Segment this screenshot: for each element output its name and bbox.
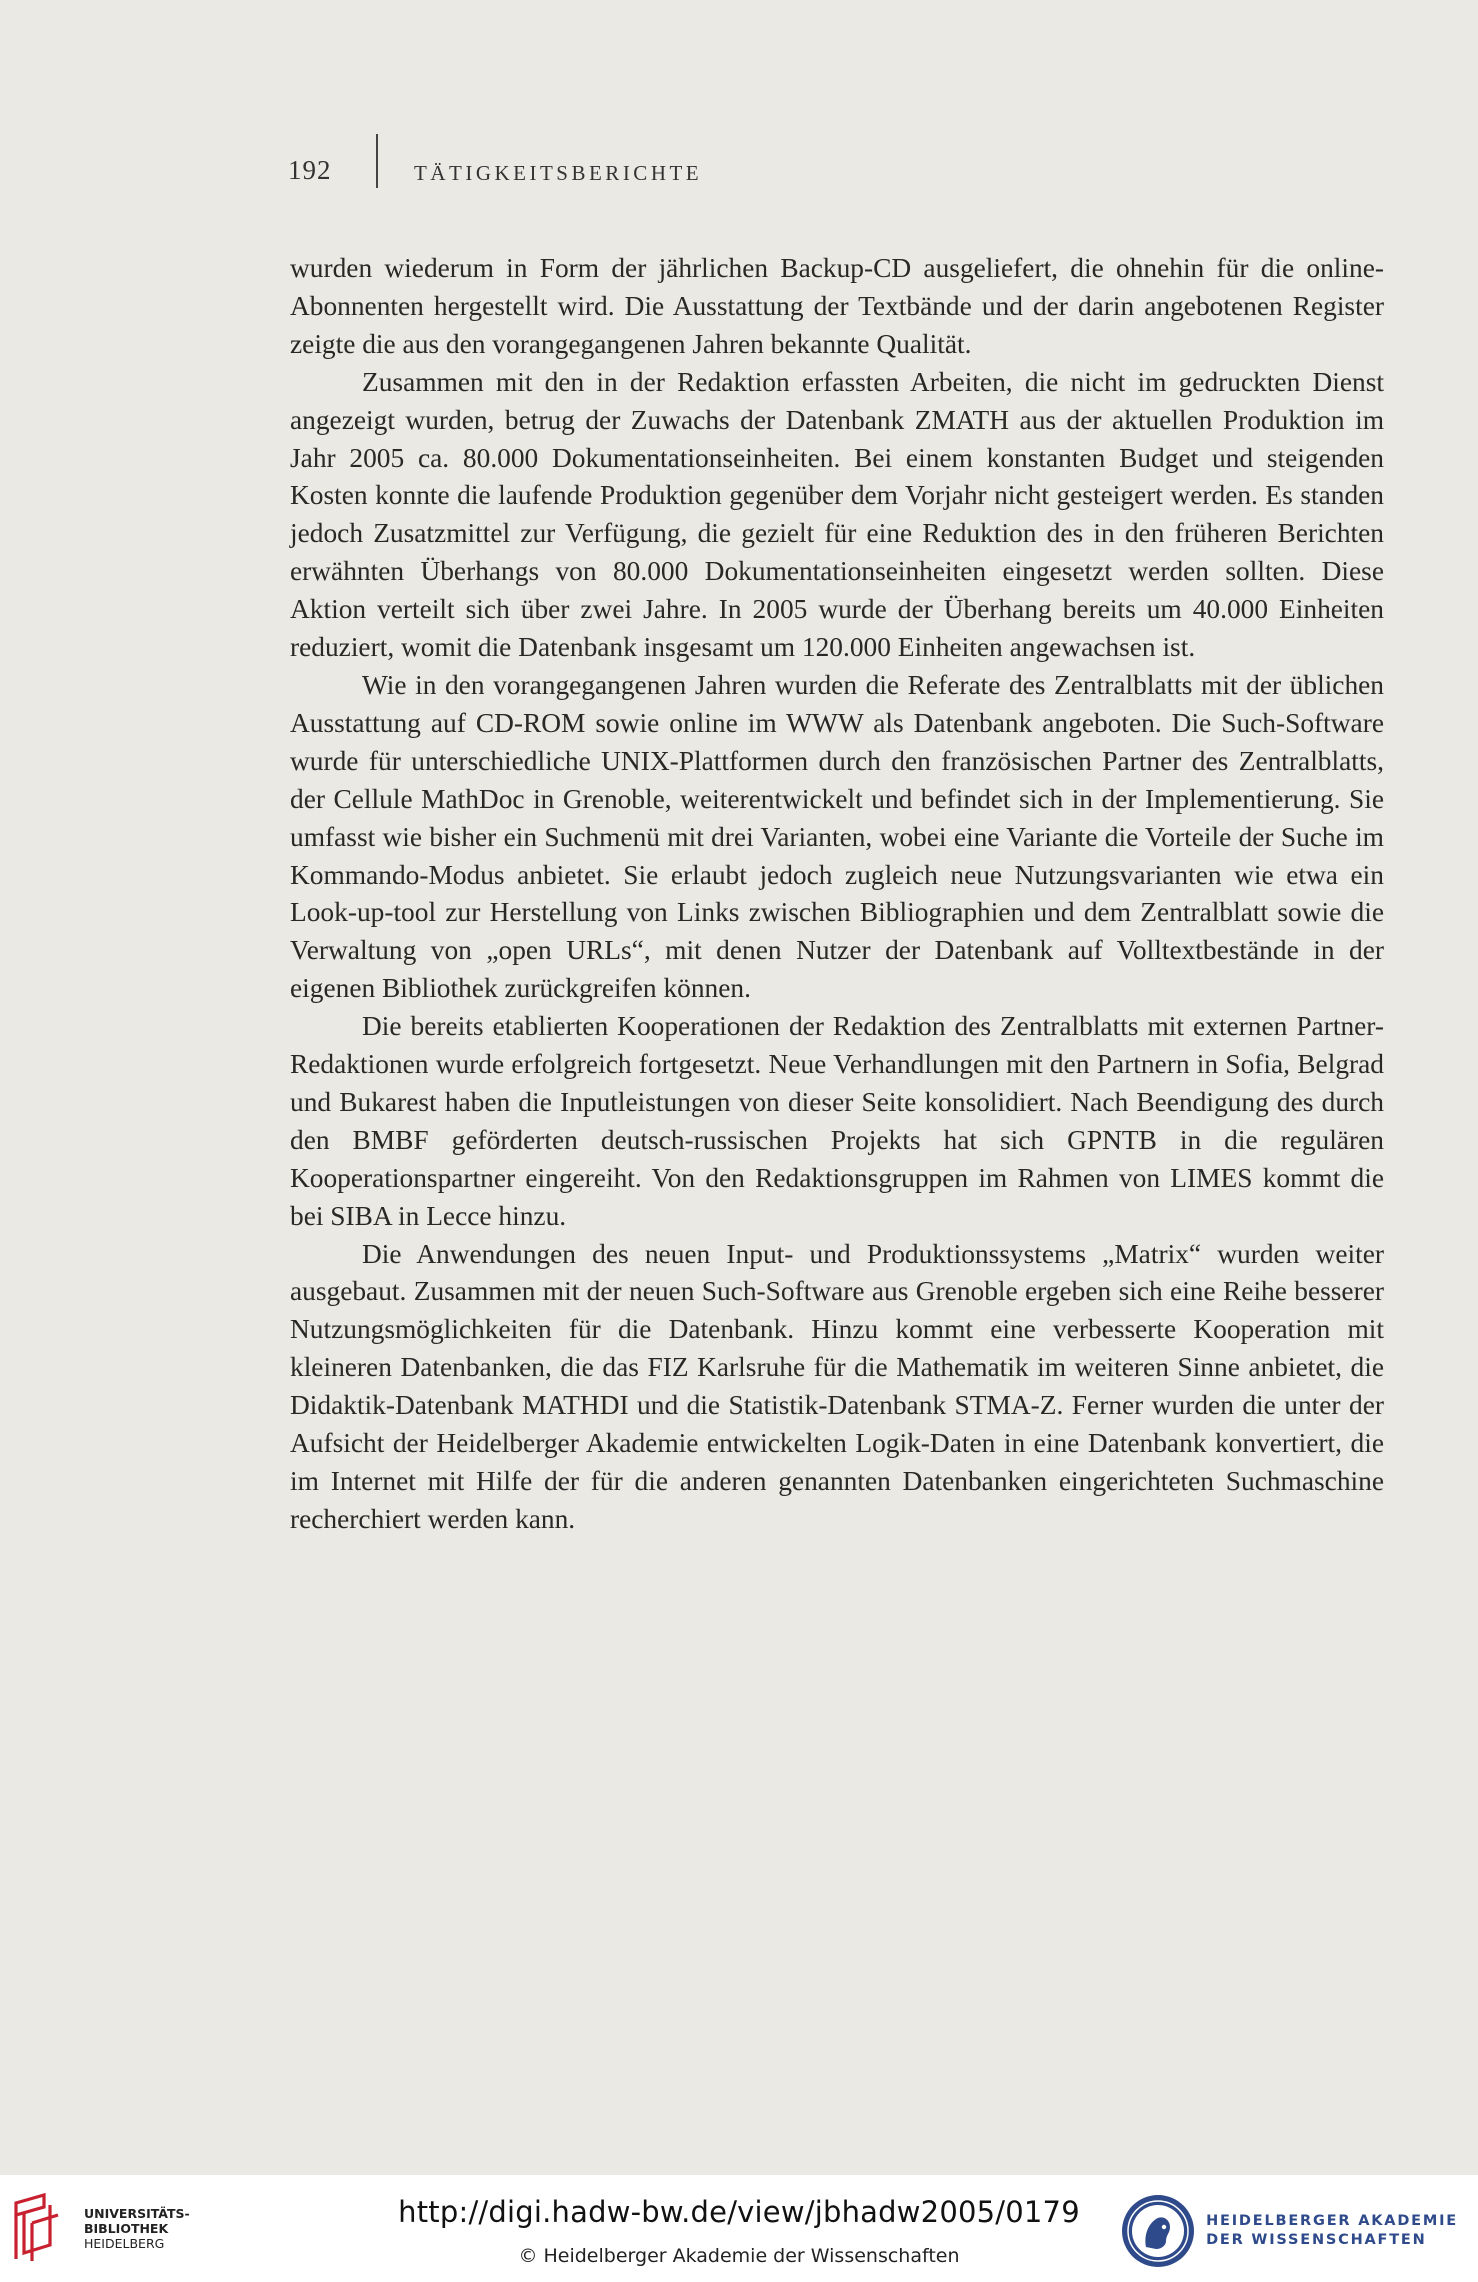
paragraph: Die bereits etablierten Kooperationen der Redaktion des Zentralblatts mit externen Partner-Redaktionen wurde erfolgreich fortgesetzt. Neue Verhandlungen mit den Partnern in Sofia, Belgrad und Bukarest haben die Inputleistungen von dieser Seite konsolidiert. Nach Beendigung des durch den BMBF geförderten deutsch-russischen Projekts hat sich GPNTB in die regulären Kooperationspartner eingereiht. Von den Redaktionsgruppen im Rahmen von LIMES kommt die bei SIBA in Lecce hinzu.	[290, 1011, 1384, 1231]
copyright-notice: © Heidelberger Akademie der Wissenschaften	[518, 2245, 960, 2267]
digitization-footer	[0, 2175, 1478, 2282]
academy-logo[interactable]	[1120, 2193, 1458, 2269]
section-title: TÄTIGKEITSBERICHTE	[414, 160, 703, 185]
permalink-url[interactable]: http://digi.hadw-bw.de/view/jbhadw2005/0179	[398, 2195, 1080, 2229]
running-head	[288, 148, 702, 192]
academy-name: HEIDELBERGER AKADEMIE DER WISSENSCHAFTEN	[1206, 2213, 1458, 2248]
page-number: 192	[288, 154, 332, 185]
header-divider	[376, 134, 378, 188]
paragraph: Zusammen mit den in der Redaktion erfassten Arbeiten, die nicht im gedruckten Dienst angezeigt wurden, betrug der Zuwachs der Datenbank ZMATH aus der aktuellen Produktion im Jahr 2005 ca. 80.000 Dokumentationseinheiten. Bei einem konstanten Budget und steigenden Kosten konnte die laufende Produktion gegenüber dem Vorjahr nicht gesteigert werden. Es standen jedoch Zusatzmittel zur Verfügung, die gezielt für eine Reduktion des in den früheren Berichten erwähnten Überhangs von 80.000 Dokumentationseinheiten eingesetzt werden sollten. Diese Aktion verteilt sich über zwei Jahre. In 2005 wurde der Überhang bereits um 40.000 Einheiten reduziert, womit die Datenbank insgesamt um 120.000 Einheiten angewachsen ist.	[290, 366, 1384, 663]
paragraph: Die Anwendungen des neuen Input- und Produktionssystems „Matrix“ wurden weiter ausgebaut. Zusammen mit der neuen Such-Software aus Grenoble ergeben sich eine Reihe besserer Nutzungsmöglichkeiten für die Datenbank. Hinzu kommt eine verbesserte Kooperation mit kleineren Datenbanken, die das FIZ Karlsruhe für die Mathematik im weiteren Sinne anbietet, die Didaktik-Datenbank MATHDI und die Statistik-Datenbank STMA-Z. Ferner wurden die unter der Aufsicht der Heidelberger Akademie entwickelten Logik-Daten in eine Datenbank konvertiert, die im Internet mit Hilfe der für die anderen genannten Datenbanken eingerichteten Suchmaschine recherchiert werden kann.	[290, 1238, 1384, 1534]
paragraph: wurden wiederum in Form der jährlichen Backup-CD ausgeliefert, die ohnehin für die online-Abonnenten hergestellt wird. Die Ausstattung der Textbände und der darin angebotenen Register zeigte die aus den vorangegangenen Jahren bekannte Qualität.	[290, 253, 1384, 359]
paragraph: Wie in den vorangegangenen Jahren wurden die Referate des Zentralblatts mit der üblichen Ausstattung auf CD-ROM sowie online im WWW als Datenbank angeboten. Die Such-Software wurde für unterschiedliche UNIX-Plattformen durch den französischen Partner des Zentralblatts, der Cellule MathDoc in Grenoble, weiterentwickelt und befindet sich in der Implementierung. Sie umfasst wie bisher ein Suchmenü mit drei Varianten, wobei eine Variante die Vorteile der Suche im Kommando-Modus anbietet. Sie erlaubt jedoch zugleich neue Nutzungsvarianten wie etwa ein Look-up-tool zur Herstellung von Links zwischen Bibliographien und dem Zentralblatt sowie die Verwaltung von „open URLs“, mit denen Nutzer der Datenbank auf Volltextbestände in der eigenen Bibliothek zurückgreifen können.	[290, 669, 1384, 1004]
university-library-name: UNIVERSITÄTS- BIBLIOTHEK HEIDELBERG	[84, 2205, 190, 2251]
body-text	[290, 250, 1384, 1539]
academy-seal-icon	[1120, 2193, 1196, 2269]
